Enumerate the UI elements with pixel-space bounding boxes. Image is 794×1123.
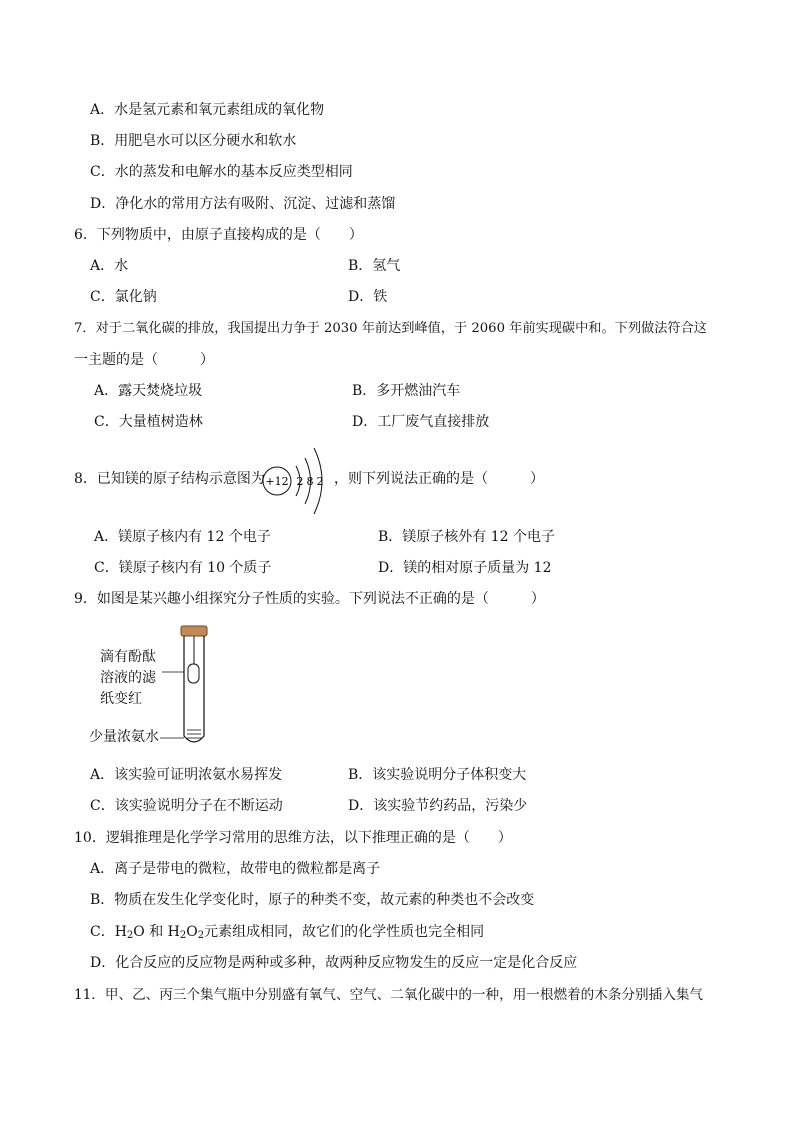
- q10-option-d: D．化合反应的反应物是两种或多种，故两种反应物发生的反应一定是化合反应: [90, 955, 578, 971]
- q5-option-a: A．水是氢元素和氧元素组成的氧化物: [90, 102, 325, 118]
- shell-1-electrons: 2: [296, 475, 304, 488]
- q10-c-part: 元素组成相同，故它们的化学性质也完全相同: [204, 924, 485, 940]
- q7-option-c: C．大量植树造林: [94, 414, 203, 430]
- test-tube-figure: [160, 620, 220, 752]
- q10-c-sub: 2: [126, 930, 134, 941]
- q10-c-sub: 2: [179, 930, 187, 941]
- q9-option-d: D．该实验节约药品，污染少: [348, 798, 528, 814]
- q6-stem: 6．下列物质中，由原子直接构成的是（ ）: [74, 227, 363, 243]
- q5-option-c: C．水的蒸发和电解水的基本反应类型相同: [90, 164, 353, 180]
- q9-label-filter-paper-3: 纸变红: [100, 691, 142, 707]
- q8-stem-pre: 8．已知镁的原子结构示意图为: [74, 471, 265, 487]
- mg-atom-structure-diagram: [258, 444, 338, 518]
- shell-3-electrons: 2: [316, 475, 324, 488]
- q7-option-a: A．露天焚烧垃圾: [94, 383, 203, 399]
- q6-option-a: A．水: [90, 258, 129, 274]
- q6-option-d: D．铁: [348, 289, 388, 305]
- q10-option-a: A．离子是带电的微粒，故带电的微粒都是离子: [90, 861, 381, 877]
- q8-option-b: B．镁原子核外有 12 个电子: [378, 529, 556, 545]
- nucleus-charge: +12: [265, 475, 289, 488]
- q10-stem: 10．逻辑推理是化学学习常用的思维方法，以下推理正确的是（ ）: [74, 830, 512, 846]
- q6-option-b: B．氢气: [348, 258, 401, 274]
- q6-option-c: C．氯化钠: [90, 289, 157, 305]
- q7-option-d: D．工厂废气直接排放: [352, 414, 490, 430]
- q9-label-filter-paper-2: 溶液的滤: [100, 670, 156, 686]
- q5-option-b: B．用肥皂水可以区分硬水和软水: [90, 133, 297, 149]
- q9-label-filter-paper-1: 滴有酚酞: [100, 649, 156, 665]
- q10-option-c: [90, 922, 484, 946]
- q11-stem: 11．甲、乙、丙三个集气瓶中分别盛有氧气、空气、二氧化碳中的一种，用一根燃着的木条分别插入集气: [74, 987, 704, 1003]
- q10-c-part: O 和 H: [133, 924, 180, 940]
- q5-option-d: D．净化水的常用方法有吸附、沉淀、过滤和蒸馏: [90, 196, 396, 212]
- q8-option-c: C．镁原子核内有 10 个质子: [94, 560, 272, 576]
- q7-stem-line2: 一主题的是（ ）: [74, 352, 214, 368]
- shell-2-electrons: 8: [306, 475, 314, 488]
- q10-c-sub: 2: [197, 930, 205, 941]
- q9-label-ammonia: 少量浓氨水: [89, 729, 159, 745]
- q8-stem-post: ，则下列说法正确的是（ ）: [334, 471, 544, 487]
- q10-option-b: B．物质在发生化学变化时，原子的种类不变，故元素的种类也不会改变: [90, 892, 535, 908]
- q9-option-c: C．该实验说明分子在不断运动: [90, 798, 283, 814]
- q9-option-b: B．该实验说明分子体积变大: [348, 767, 527, 783]
- q8-option-d: D．镁的相对原子质量为 12: [378, 560, 552, 576]
- q9-stem: 9．如图是某兴趣小组探究分子性质的实验。下列说法不正确的是（ ）: [74, 591, 545, 607]
- q7-option-b: B．多开燃油汽车: [352, 383, 461, 399]
- q10-c-part: O: [186, 924, 198, 940]
- q9-option-a: A．该实验可证明浓氨水易挥发: [90, 767, 283, 783]
- q10-c-part: C．H: [90, 924, 127, 940]
- cork-stopper: [181, 626, 207, 636]
- q7-stem-line1: 7．对于二氧化碳的排放，我国提出力争于 2030 年前达到峰值，于 2060 年前实现碳中和。下列做法符合这: [74, 321, 707, 336]
- q8-option-a: A．镁原子核内有 12 个电子: [94, 529, 271, 545]
- filter-paper: [188, 664, 199, 683]
